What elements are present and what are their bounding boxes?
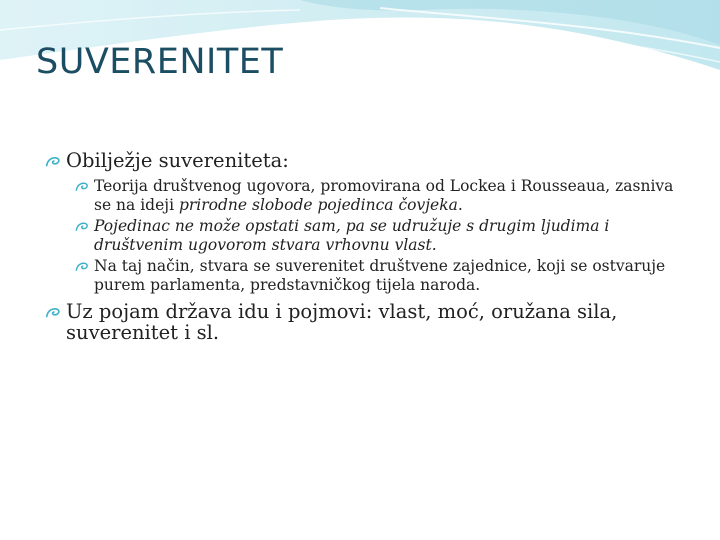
sub-bullet-text: Teorija društvenog ugovora, promovirana od Lockea i Rousseaua, zasniva se na ideji <box>94 177 674 214</box>
bullet-point <box>44 301 694 343</box>
swirl-bullet-icon <box>44 304 62 322</box>
sub-bullet-point <box>74 257 694 295</box>
sub-bullet-text: Na taj način, stvara se suverenitet društvene zajednice, koji se ostvaruje purem parlamenta, predstavničkog tijela naroda. <box>94 257 666 294</box>
sub-bullet-emphasis: prirodne slobode pojedinca čovjeka <box>178 196 458 214</box>
bullet-text: Uz pojam država idu i pojmovi: vlast, moć, oružana sila, suverenitet i sl. <box>66 300 618 344</box>
sub-bullet-point <box>74 177 694 215</box>
swirl-bullet-icon <box>74 259 90 275</box>
slide-title: SUVERENITET <box>36 42 284 82</box>
sub-bullet-point <box>74 217 694 255</box>
content-area <box>44 150 694 349</box>
swirl-bullet-icon <box>44 153 62 171</box>
swirl-bullet-icon <box>74 179 90 195</box>
sub-bullet-text-end: . <box>457 196 463 214</box>
sub-bullet-text: Pojedinac ne može opstati sam, pa se udružuje s drugim ljudima i društvenim ugovorom stvara vrhovnu vlast. <box>94 217 610 254</box>
bullet-text: Obilježje suvereniteta: <box>66 149 289 172</box>
swirl-bullet-icon <box>74 219 90 235</box>
bullet-point <box>44 150 694 171</box>
